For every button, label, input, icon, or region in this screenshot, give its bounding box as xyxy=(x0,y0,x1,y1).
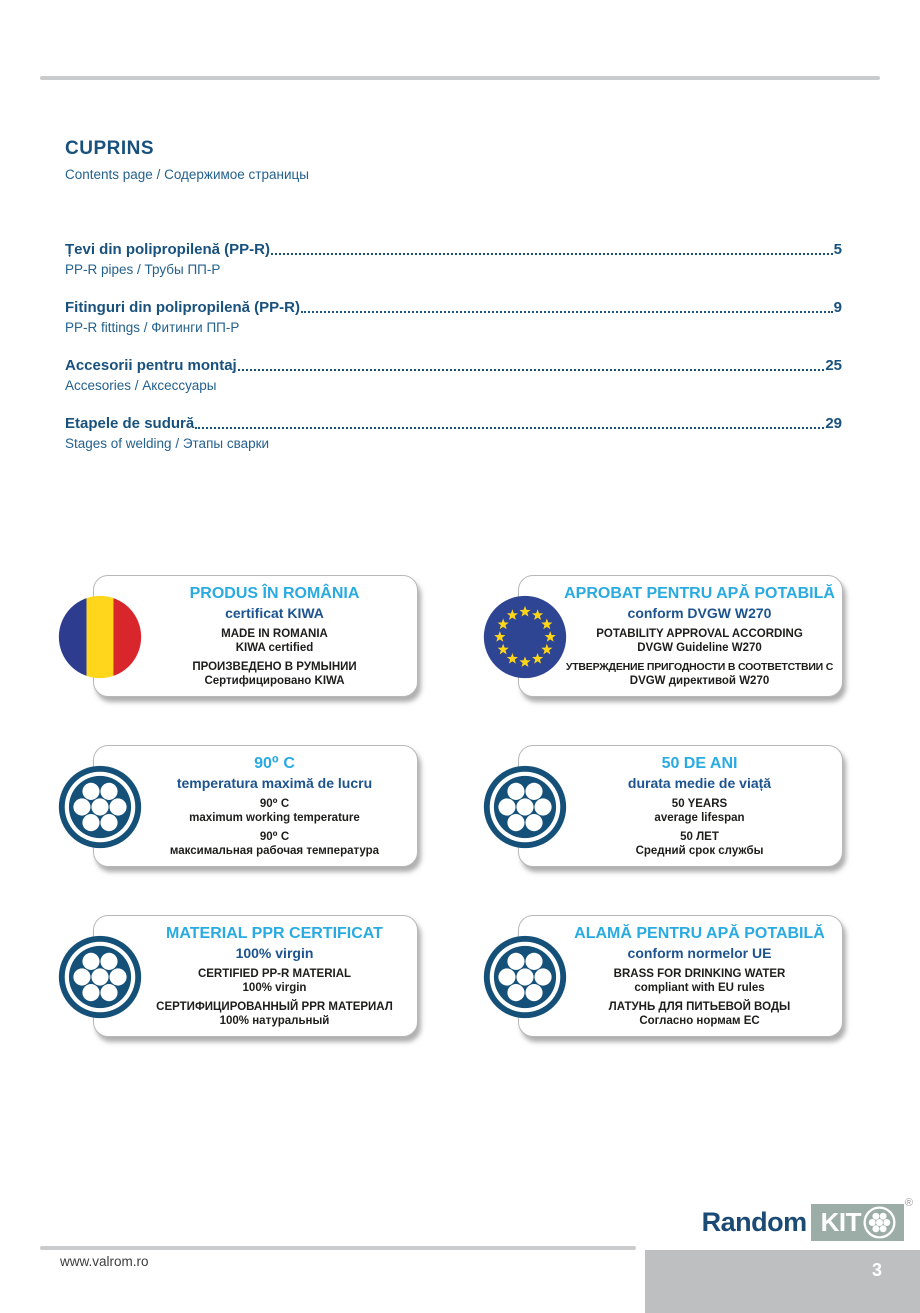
badge-line-ru: 100% натуральный xyxy=(219,1015,330,1027)
kit-logo-pipe-icon xyxy=(863,1206,896,1239)
badge-line-ru: максимальная рабочая температура xyxy=(169,845,380,857)
logo-product-text: KIT xyxy=(820,1207,861,1237)
table-of-contents xyxy=(65,241,842,473)
badge-subtitle: temperatura maximă de lucru xyxy=(176,775,373,791)
badge-line-en: 90⁰ C xyxy=(259,798,290,810)
badge-line-ru: 90⁰ C xyxy=(259,831,290,843)
top-divider xyxy=(40,76,880,80)
badge-line-ru: Сертифицировано KIWA xyxy=(204,675,345,687)
dot-leader xyxy=(301,311,833,313)
dot-leader xyxy=(195,427,824,429)
toc-entry-subtitle: Stages of welding / Этапы сварки xyxy=(65,436,270,451)
toc-entry-welding[interactable] xyxy=(65,415,842,451)
registered-trademark-icon: ® xyxy=(904,1197,913,1209)
badge-line-ru: СЕРТИФИЦИРОВАННЫЙ PPR МАТЕРИАЛ xyxy=(156,1001,393,1013)
badge-line-en: average lifespan xyxy=(654,812,745,824)
badge-subtitle: conform normelor UE xyxy=(627,945,772,961)
badge-line-ru: DVGW директивой W270 xyxy=(629,675,770,687)
badge-title: ALAMĂ PENTRU APĂ POTABILĂ xyxy=(574,925,825,942)
logo-kit-box xyxy=(811,1197,913,1241)
badge-line-en: 50 YEARS xyxy=(671,798,728,810)
certification-badges xyxy=(93,575,845,1037)
badge-line-en: BRASS FOR DRINKING WATER xyxy=(613,968,786,980)
badge-title: 50 DE ANI xyxy=(661,755,738,772)
badge-line-ru: Согласно нормам ЕС xyxy=(639,1015,760,1027)
toc-page-number: 29 xyxy=(825,415,842,432)
toc-page-number: 9 xyxy=(833,299,842,316)
toc-entry-pipes[interactable] xyxy=(65,241,842,277)
dot-leader xyxy=(238,369,825,371)
badge-lifespan xyxy=(518,745,843,867)
eu-flag-icon xyxy=(483,595,567,679)
logo-brand-text: Random xyxy=(701,1207,807,1237)
toc-entry-fittings[interactable] xyxy=(65,299,842,335)
toc-entry-title: Țevi din polipropilenă (PP-R) xyxy=(65,241,271,258)
badge-subtitle: certificat KIWA xyxy=(225,605,324,621)
page-title: CUPRINS xyxy=(65,138,155,159)
footer-divider xyxy=(40,1246,636,1250)
badge-line-en: maximum working temperature xyxy=(189,812,360,824)
toc-entry-title: Accesorii pentru montaj xyxy=(65,357,237,374)
footer-page-block xyxy=(645,1250,920,1313)
page-number: 3 xyxy=(871,1260,882,1280)
badge-title: APROBAT PENTRU APĂ POTABILĂ xyxy=(564,585,835,602)
romania-flag-icon xyxy=(58,595,142,679)
toc-entry-subtitle: Accesories / Аксессуары xyxy=(65,378,217,393)
badge-line-en: 100% virgin xyxy=(242,982,307,994)
pipe-bundle-icon xyxy=(483,765,567,849)
badge-certified-material xyxy=(93,915,418,1037)
website-link[interactable]: www.valrom.ro xyxy=(60,1254,149,1269)
badge-title: 90⁰ C xyxy=(254,755,295,772)
toc-entry-accessories[interactable] xyxy=(65,357,842,393)
toc-entry-title: Fitinguri din polipropilenă (PP-R) xyxy=(65,299,300,316)
badge-subtitle: conform DVGW W270 xyxy=(627,605,772,621)
badge-line-en: compliant with EU rules xyxy=(634,982,765,994)
badge-line-en: DVGW Guideline W270 xyxy=(637,642,762,654)
badge-made-in-romania xyxy=(93,575,418,697)
pipe-bundle-icon xyxy=(58,765,142,849)
toc-page-number: 25 xyxy=(825,357,842,374)
badge-line-en: KIWA certified xyxy=(235,642,314,654)
toc-entry-title: Etapele de sudură xyxy=(65,415,195,432)
badge-subtitle: 100% virgin xyxy=(235,945,314,961)
badge-line-en: CERTIFIED PP-R MATERIAL xyxy=(197,968,352,980)
badge-title: MATERIAL PPR CERTIFICAT xyxy=(166,925,383,942)
badge-line-en: POTABILITY APPROVAL ACCORDING xyxy=(596,628,803,640)
badge-line-ru: Средний срок службы xyxy=(635,845,764,857)
badge-title: PRODUS ÎN ROMÂNIA xyxy=(189,585,360,602)
badge-line-ru: ПРОИЗВЕДЕНО В РУМЫНИИ xyxy=(192,661,357,673)
toc-entry-subtitle: PP-R fittings / Фитинги ПП-Р xyxy=(65,320,240,335)
pipe-bundle-icon xyxy=(483,935,567,1019)
badge-subtitle: durata medie de viață xyxy=(627,775,772,791)
badge-max-temperature xyxy=(93,745,418,867)
dot-leader xyxy=(271,253,833,255)
badge-line-ru: УТВЕРЖДЕНИЕ ПРИГОДНОСТИ В СООТВЕТСТВИИ С xyxy=(565,661,834,673)
randomkit-logo xyxy=(701,1197,913,1241)
page-header xyxy=(65,138,309,182)
toc-page-number: 5 xyxy=(833,241,842,258)
badge-potable-water-approval xyxy=(518,575,843,697)
badge-line-ru: 50 ЛЕТ xyxy=(680,831,719,843)
page-subtitle: Contents page / Содержимое страницы xyxy=(65,167,309,182)
badge-line-ru: ЛАТУНЬ ДЛЯ ПИТЬЕВОЙ ВОДЫ xyxy=(608,1001,791,1013)
toc-entry-subtitle: PP-R pipes / Трубы ПП-Р xyxy=(65,262,221,277)
badge-brass-drinking-water xyxy=(518,915,843,1037)
badge-line-en: MADE IN ROMANIA xyxy=(221,628,328,640)
pipe-bundle-icon xyxy=(58,935,142,1019)
